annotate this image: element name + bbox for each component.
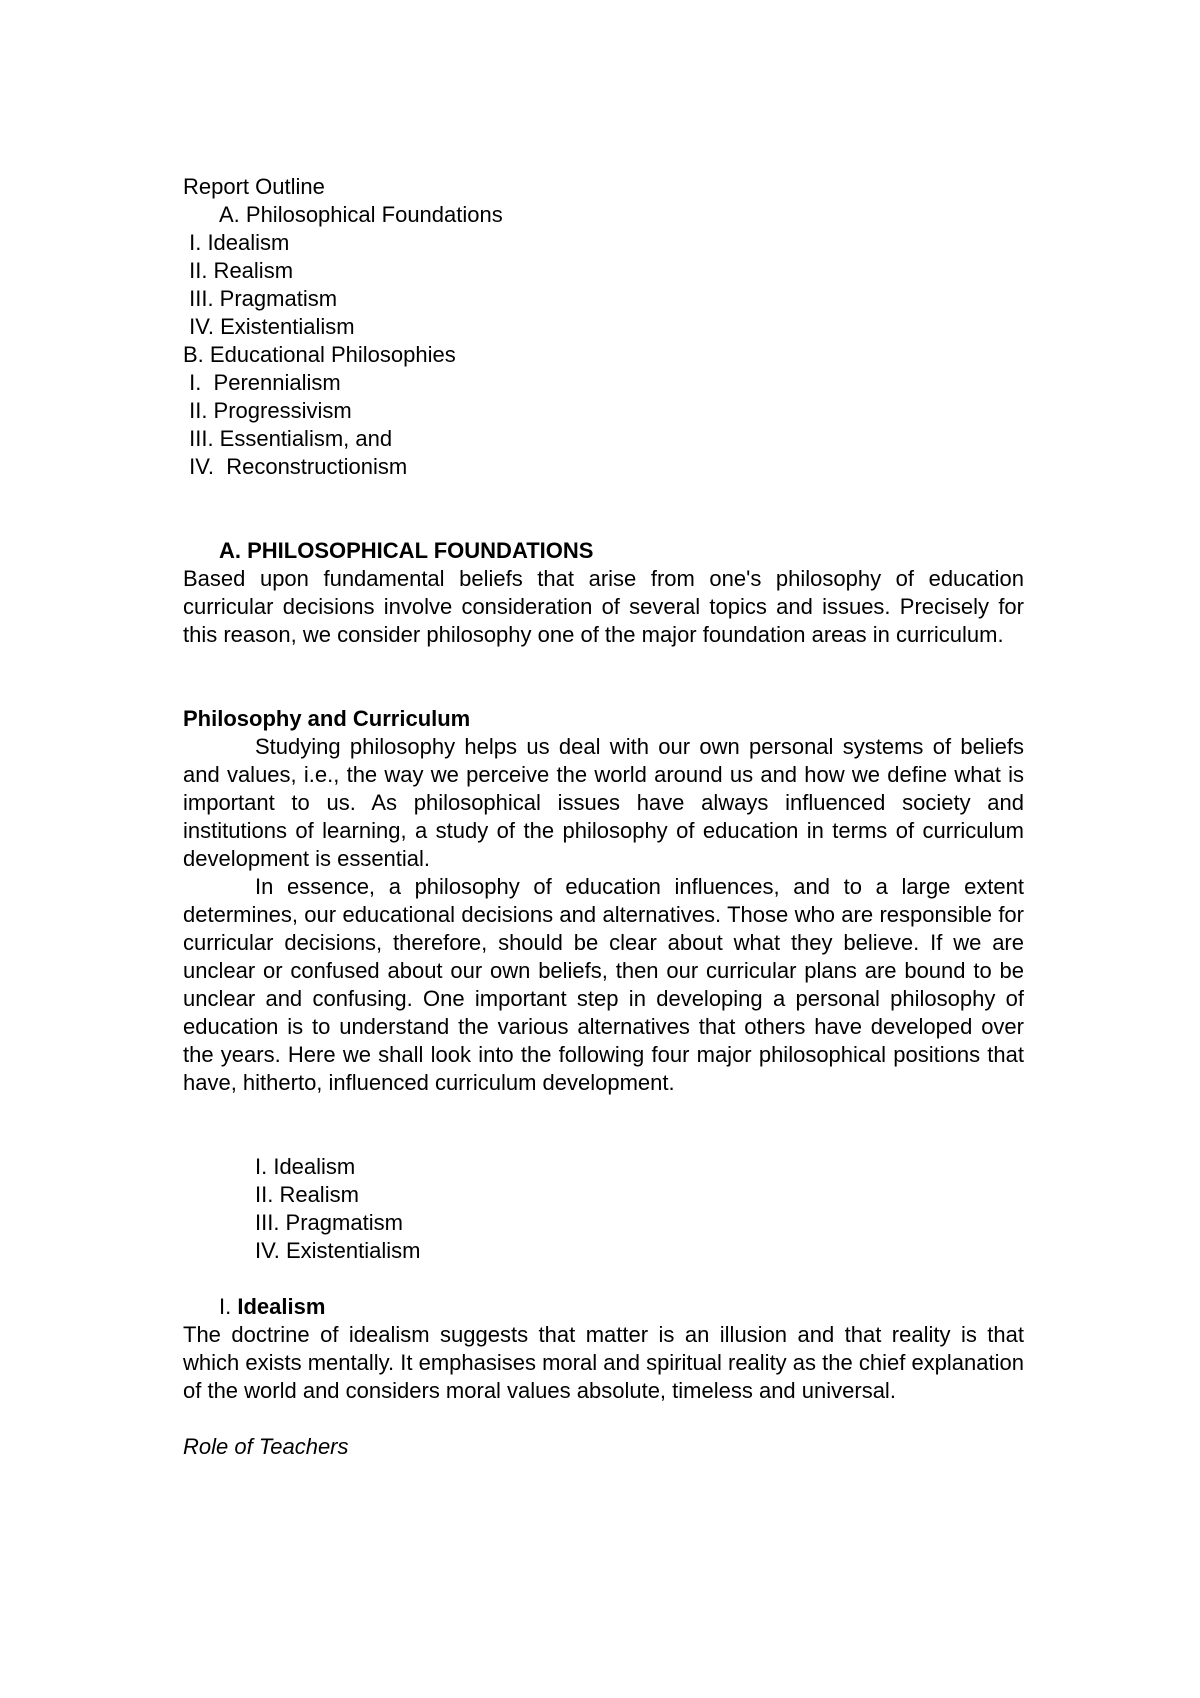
outline-a-item: III. Pragmatism: [183, 286, 338, 311]
philosophy-curriculum-heading: Philosophy and Curriculum: [183, 706, 471, 731]
document-page: [183, 173, 1024, 1461]
outline-b-item: IV. Reconstructionism: [183, 454, 408, 479]
idealism-number: I.: [219, 1294, 238, 1319]
outline-a-item: II. Realism: [183, 258, 294, 283]
outline-section-b: B. Educational Philosophies: [183, 342, 456, 367]
outline-a-item: I. Idealism: [183, 230, 290, 255]
foundations-body: Based upon fundamental beliefs that arise from one's philosophy of education curricular decisions involve consideration of several topics and issues. Precisely for this reason, we consider philosophy one of the major foundation areas in curriculum.: [183, 566, 1024, 647]
outline-b-item: III. Essentialism, and: [183, 426, 393, 451]
philosophy-curriculum-para-1: Studying philosophy helps us deal with our own personal systems of beliefs and values, i.e., the way we perceive the world around us and how we define what is important to us. As philosophical issues have always influenced society and institutions of learning, a study of the philosophy of education in terms of curriculum development is essential.: [183, 734, 1024, 871]
outline-b-item: I. Perennialism: [183, 370, 341, 395]
outline-title: Report Outline: [183, 174, 325, 199]
position-item: IV. Existentialism: [255, 1238, 421, 1263]
position-item: I. Idealism: [255, 1154, 356, 1179]
outline-b-item: II. Progressivism: [183, 398, 352, 423]
role-of-teachers-heading: Role of Teachers: [183, 1434, 349, 1459]
outline-a-item: IV. Existentialism: [183, 314, 355, 339]
position-item: III. Pragmatism: [255, 1210, 403, 1235]
foundations-heading: A. PHILOSOPHICAL FOUNDATIONS: [219, 538, 594, 563]
idealism-heading: Idealism: [237, 1294, 326, 1319]
idealism-body: The doctrine of idealism suggests that matter is an illusion and that reality is that which exists mentally. It emphasises moral and spiritual reality as the chief explanation of the world and considers moral values absolute, timeless and universal.: [183, 1322, 1024, 1403]
position-item: II. Realism: [255, 1182, 359, 1207]
philosophy-curriculum-para-2: In essence, a philosophy of education influences, and to a large extent determines, our educational decisions and alternatives. Those who are responsible for curricular decisions, therefore, should be clear about what they believe. If we are unclear or confused about our own beliefs, then our curricular plans are bound to be unclear and confusing. One important step in developing a personal philosophy of education is to understand the various alternatives that others have developed over the years. Here we shall look into the following four major philosophical positions that have, hitherto, influenced curriculum development.: [183, 874, 1024, 1095]
idealism-heading-line: [183, 1293, 1024, 1321]
outline-section-a: A. Philosophical Foundations: [219, 202, 503, 227]
